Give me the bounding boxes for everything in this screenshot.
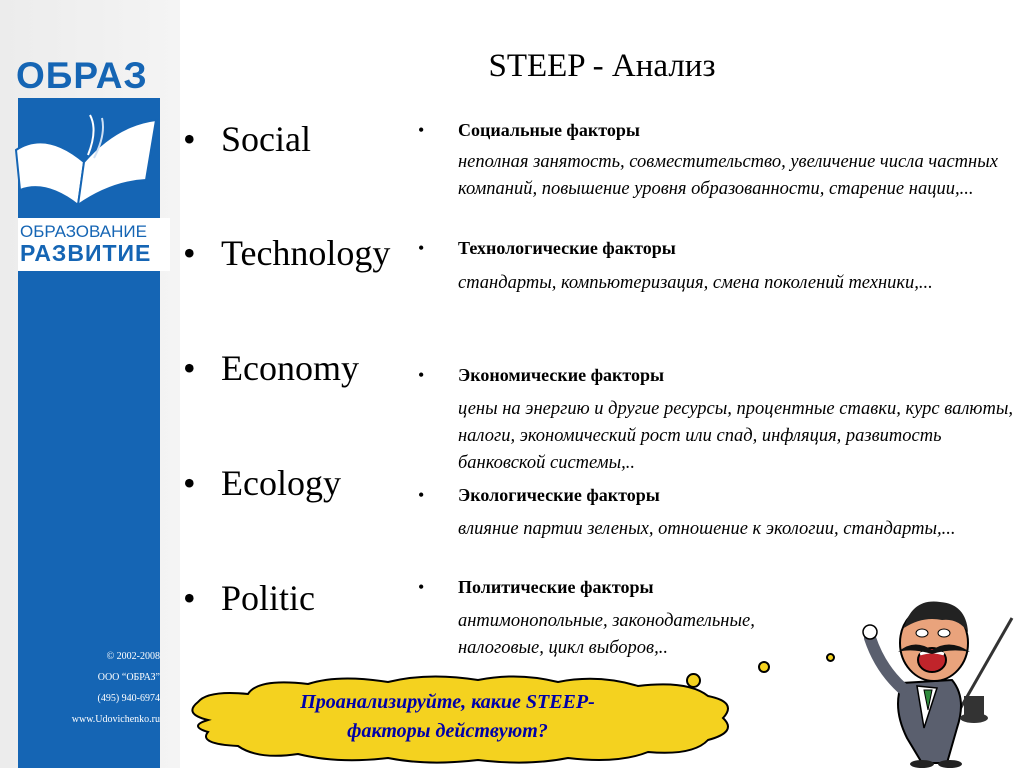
copyright-phone: (495) 940-6974	[97, 693, 160, 704]
thought-bubble-dot	[758, 661, 770, 673]
factor-heading: • Технологические факторы	[418, 238, 676, 258]
list-item: • Politic	[183, 578, 316, 618]
logo-subtitle	[18, 218, 170, 271]
logo-line-development: РАЗВИТИЕ	[20, 240, 152, 266]
factor-heading: • Социальные факторы	[418, 120, 640, 140]
copyright-block	[30, 646, 160, 730]
factor-description: цены на энергию и другие ресурсы, процентные ставки, курс валюты, налоги, экономический рост или спад, инфляция, развитость банковской системы,..	[458, 399, 1013, 473]
factor-heading: • Политические факторы	[418, 577, 654, 597]
factor-description: неполная занятость, совместительство, увеличение числа частных компаний, повышение уровня образованности, старение нации,...	[458, 152, 998, 199]
thought-bubble-dot	[826, 653, 835, 662]
list-item: • Ecology	[183, 463, 341, 503]
copyright-website: www.Udovichenko.ru	[71, 714, 160, 725]
logo-title: ОБРАЗ	[16, 55, 148, 96]
factor-heading: • Экономические факторы	[418, 365, 665, 385]
factor-description: стандарты, компьютеризация, смена поколений техники,...	[458, 273, 933, 293]
list-item: • Technology	[183, 233, 391, 273]
logo-line-education: ОБРАЗОВАНИЕ	[20, 222, 147, 241]
page-title: STEEP - Анализ	[488, 48, 716, 84]
callout-line-2: факторы действуют?	[347, 720, 548, 742]
factor-description: влияние партии зеленых, отношение к экологии, стандарты,...	[458, 519, 956, 539]
sidebar	[0, 0, 180, 768]
factor-description: антимонопольные, законодательные, налоговые, цикл выборов,..	[458, 611, 755, 658]
copyright-company: ООО “ОБРАЗ”	[97, 672, 160, 683]
copyright-years: © 2002-2008	[106, 651, 160, 662]
open-book-icon	[6, 110, 166, 220]
list-item: • Social	[183, 119, 311, 159]
callout-line-1: Проанализируйте, какие STEEP-	[300, 691, 595, 713]
factor-heading: • Экологические факторы	[418, 485, 660, 505]
callout-text	[255, 688, 640, 746]
cartoon-character-illustration	[862, 588, 1022, 768]
list-item: • Economy	[183, 348, 359, 388]
